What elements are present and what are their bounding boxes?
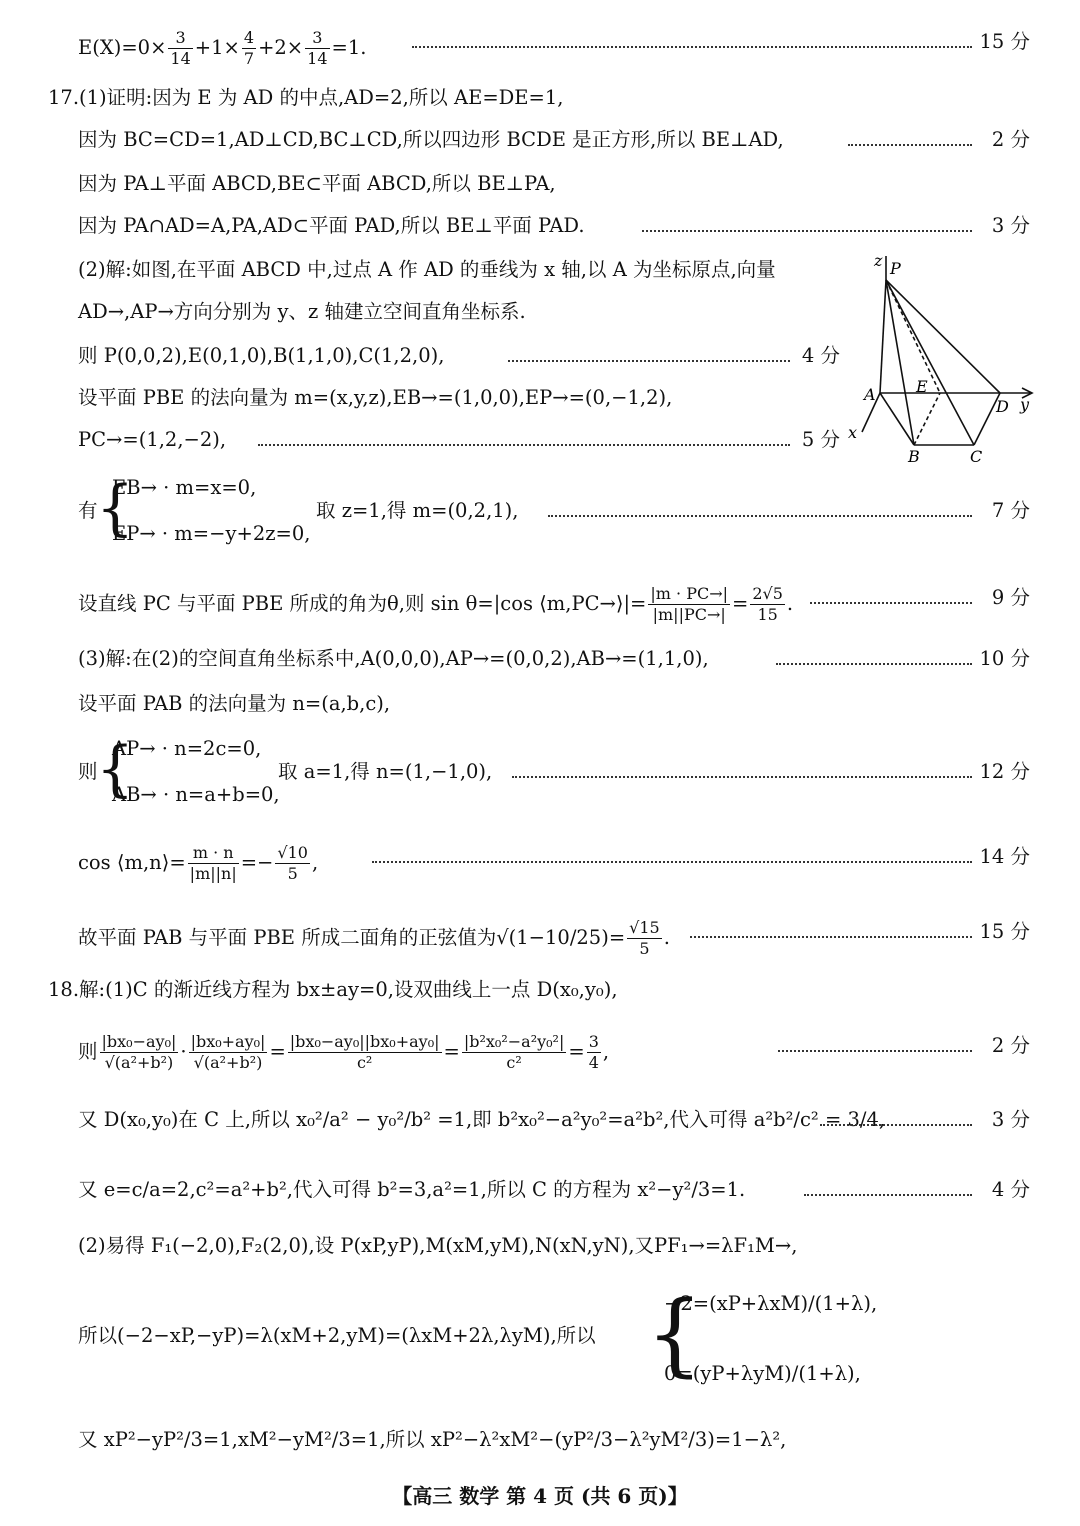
label-P: P (890, 259, 901, 278)
score-points: 15 分 (979, 30, 1030, 53)
leader-dots (512, 776, 972, 778)
label-C: C (970, 447, 983, 466)
prefix-ze: 则 (78, 760, 98, 783)
leader-dots (412, 46, 972, 48)
leader-dots (804, 1194, 972, 1196)
brace: { (96, 734, 135, 804)
score-points: 3 分 (991, 1108, 1030, 1131)
score-points: 14 分 (979, 845, 1030, 868)
sin-theta-line: 设直线 PC 与平面 PBE 所成的角为θ,则 sin θ=|cos ⟨m,PC→⟩|= $\frac{|m \cdot PC\to|}{|m||PC\to|}$ = $\frac{2√5}{15}$ . (78, 584, 794, 624)
score-points: 4 分 (991, 1178, 1030, 1201)
text-line: 取 z=1,得 m=(0,2,1), (316, 499, 519, 522)
text-line: AD→,AP→方向分别为 y、z 轴建立空间直角坐标系. (78, 300, 526, 323)
equation-line: −2=(xP+λxM)/(1+λ), (664, 1292, 878, 1315)
text-line: 又 xP²−yP²/3=1,xM²−yM²/3=1,所以 xP²−λ²xM²−(yP²/3−λ²yM²/3)=1−λ², (78, 1428, 787, 1451)
page-footer: 【高三 数学 第 4 页 (共 6 页)】 (392, 1484, 688, 1508)
score-points: 3 分 (991, 214, 1030, 237)
leader-dots (810, 602, 972, 604)
text-line: 则 P(0,0,2),E(0,1,0),B(1,1,0),C(1,2,0), (78, 344, 445, 367)
leader-dots (642, 230, 972, 232)
problem-18-part1: 18.解:(1)C 的渐近线方程为 bx±ay=0,设双曲线上一点 D(x₀,y₀), (48, 978, 618, 1001)
score-points: 15 分 (979, 920, 1030, 943)
problem-18-part2: (2)易得 F₁(−2,0),F₂(2,0),设 P(xP,yP),M(xM,yM),N(xN,yN),又PF₁→=λF₁M→, (78, 1234, 798, 1257)
expectation-line: E(X)=0× $\frac{3}{14}$ +1× $\frac{4}{7}$ +2× $\frac{3}{14}$ =1. (78, 28, 367, 68)
leader-dots (848, 144, 972, 146)
text-line: 所以(−2−xP,−yP)=λ(xM+2,yM)=(λxM+2λ,λyM),所以 (78, 1324, 596, 1347)
score-points: 10 分 (979, 647, 1030, 670)
asymptote-product-line: 则 $\frac{\text{|bx₀−ay₀|}}{\text{√(a²+b²)}}$ · $\frac{\text{|bx₀+ay₀|}}{\text{√(a²+b²)}}$ = $\frac{\text{|bx₀−ay₀||bx₀+ay₀|}}{\text{c²}}$ = $\frac{\text{|b²x₀²−a²y₀²|}}{\text{c²}}$ = $\frac{3}{4}$ , (78, 1032, 610, 1072)
edge-PA (880, 280, 886, 393)
equation-line: 0=(yP+λyM)/(1+λ), (664, 1362, 861, 1385)
leader-dots (778, 1050, 972, 1052)
text-line: 设平面 PBE 的法向量为 m=(x,y,z),EB→=(1,0,0),EP→=(0,−1,2), (78, 386, 673, 409)
leader-dots (690, 936, 972, 938)
edge-PE (886, 280, 940, 393)
leader-dots (258, 444, 790, 446)
score-points: 9 分 (991, 586, 1030, 609)
brace: { (646, 1282, 704, 1387)
text-line: PC→=(1,2,−2), (78, 428, 227, 451)
label-B: B (908, 447, 920, 466)
equation-line: AB→ · n=a+b=0, (112, 783, 280, 806)
label-E: E (916, 377, 928, 396)
text-line: 取 a=1,得 n=(1,−1,0), (278, 760, 493, 783)
label-y: y (1020, 395, 1030, 414)
score-points: 7 分 (991, 499, 1030, 522)
brace: { (96, 473, 135, 543)
leader-dots (820, 1124, 972, 1126)
label-A: A (864, 385, 876, 404)
text-line: 又 e=c/a=2,c²=a²+b²,代入可得 b²=3,a²=1,所以 C 的方程为 x²−y²/3=1. (78, 1178, 746, 1201)
equation-line: AP→ · n=2c=0, (112, 737, 262, 760)
problem-17-part1: 17.(1)证明:因为 E 为 AD 的中点,AD=2,所以 AE=DE=1, (48, 86, 564, 109)
prefix-you: 有 (78, 499, 98, 522)
problem-17-part3: (3)解:在(2)的空间直角坐标系中,A(0,0,0),AP→=(0,0,2),AB→=(1,1,0), (78, 647, 709, 670)
text-line: 设平面 PAB 的法向量为 n=(a,b,c), (78, 692, 391, 715)
text-line: 因为 PA⊥平面 ABCD,BE⊂平面 ABCD,所以 BE⊥PA, (78, 172, 556, 195)
score-points: 5 分 (801, 428, 840, 451)
sine-value-line: 故平面 PAB 与平面 PBE 所成二面角的正弦值为√(1−10/25)= $\frac{√15}{5}$ . (78, 918, 670, 958)
equation-line: EB→ · m=x=0, (112, 476, 257, 499)
score-points: 2 分 (991, 128, 1030, 151)
leader-dots (776, 663, 972, 665)
score-points: 4 分 (801, 344, 840, 367)
edge-BE (914, 393, 940, 445)
problem-17-part2: (2)解:如图,在平面 ABCD 中,过点 A 作 AD 的垂线为 x 轴,以 A 为坐标原点,向量 (78, 258, 776, 281)
label-D: D (996, 397, 1009, 416)
score-points: 2 分 (991, 1034, 1030, 1057)
cos-mn-line: cos ⟨m,n⟩= $\frac{m \cdot n}{|m||n|}$ =− $\frac{√10}{5}$ , (78, 843, 319, 883)
leader-dots (372, 861, 972, 863)
label-x: x (848, 423, 858, 442)
leader-dots (548, 515, 972, 517)
leader-dots (508, 360, 790, 362)
pyramid-figure (840, 250, 1040, 470)
equation-line: EP→ · m=−y+2z=0, (112, 522, 311, 545)
text-line: 因为 PA∩AD=A,PA,AD⊂平面 PAD,所以 BE⊥平面 PAD. (78, 214, 585, 237)
label-z: z (874, 251, 883, 270)
text-line: 因为 BC=CD=1,AD⊥CD,BC⊥CD,所以四边形 BCDE 是正方形,所以 BE⊥AD, (78, 128, 784, 151)
text-line: 又 D(x₀,y₀)在 C 上,所以 x₀²/a² − y₀²/b² =1,即 b²x₀²−a²y₀²=a²b²,代入可得 a²b²/c² = 3/4, (78, 1108, 886, 1131)
score-points: 12 分 (979, 760, 1030, 783)
